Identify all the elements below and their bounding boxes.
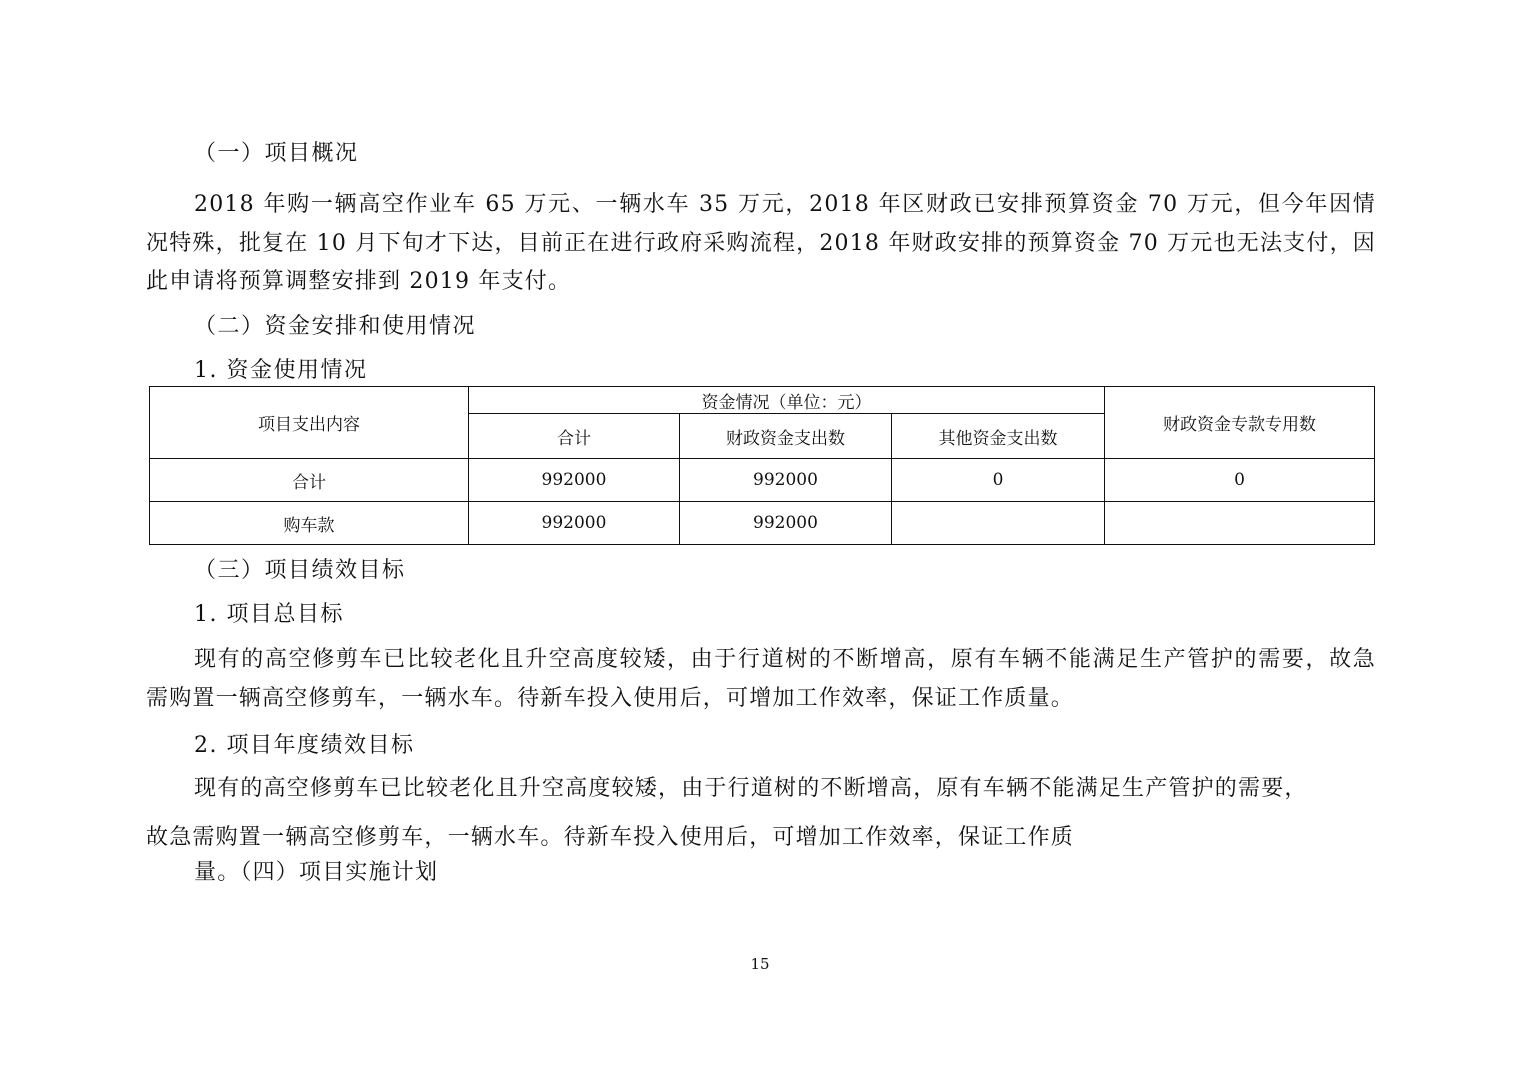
header-total: 合计 [469,414,680,459]
cell-special: 0 [1105,459,1375,502]
cell-other: 0 [892,459,1105,502]
table-header-row [150,387,1375,414]
section-heading-project-overview: （一）项目概况 [194,141,359,166]
cell-total: 992000 [469,459,680,502]
header-special-fund: 财政资金专款专用数 [1105,387,1375,459]
overall-goal-paragraph: 现有的高空修剪车已比较老化且升空高度较矮，由于行道树的不断增高，原有车辆不能满足生产管护的需要，故急需购置一辆高空修剪车，一辆水车。待新车投入使用后，可增加工作效率，保证工作质量。 [146,647,1376,711]
fund-usage-table [149,386,1375,545]
project-overview-paragraph: 2018 年购一辆高空作业车 65 万元、一辆水车 35 万元，2018 年区财政已安排预算资金 70 万元，但今年因情况特殊，批复在 10 月下旬才下达，目前正在进行政府采购流程，2018 年财政安排的预算资金 70 万元也无法支付，因此申请将预算调整安排到 2019 年支付。 [146,192,1376,294]
subheading-overall-goal: 1. 项目总目标 [194,602,344,627]
cell-item: 合计 [150,459,469,502]
header-fiscal-spending: 财政资金支出数 [680,414,892,459]
section-heading-performance-goals: （三）项目绩效目标 [194,558,406,583]
cell-fiscal: 992000 [680,459,892,502]
cell-other [892,502,1105,545]
cell-total: 992000 [469,502,680,545]
cell-special [1105,502,1375,545]
cell-item: 购车款 [150,502,469,545]
subheading-annual-goal: 2. 项目年度绩效目标 [194,733,415,758]
annual-goal-line-2: 故急需购置一辆高空修剪车，一辆水车。待新车投入使用后，可增加工作效率，保证工作质 [146,825,1075,850]
cell-fiscal: 992000 [680,502,892,545]
table-row [150,459,1375,502]
header-fund-status: 资金情况（单位：元） [469,387,1105,414]
annual-goal-line-1: 现有的高空修剪车已比较老化且升空高度较矮，由于行道树的不断增高，原有车辆不能满足生产管护的需要， [194,776,1308,801]
table-row [150,502,1375,545]
header-item-content: 项目支出内容 [150,387,469,459]
section-heading-fund-arrangement: （二）资金安排和使用情况 [194,314,477,339]
header-other-spending: 其他资金支出数 [892,414,1105,459]
subheading-fund-usage: 1. 资金使用情况 [194,358,368,383]
page-number: 15 [750,955,770,973]
annual-goal-line-3: 量。（四）项目实施计划 [194,860,439,885]
